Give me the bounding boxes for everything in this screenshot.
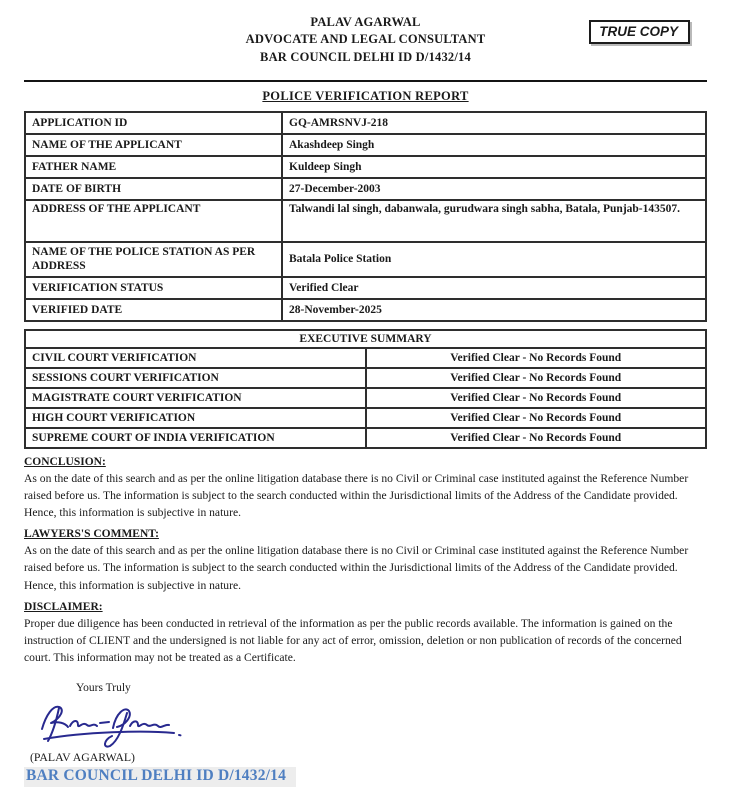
- table-row: [25, 200, 706, 242]
- field-value: Akashdeep Singh: [282, 134, 706, 156]
- footer-bar-id: BAR COUNCIL DELHI ID D/1432/14: [24, 767, 296, 787]
- executive-summary-table: [24, 329, 707, 449]
- field-value: 27-December-2003: [282, 178, 706, 200]
- field-value: Verified Clear: [282, 277, 706, 299]
- field-label: FATHER NAME: [25, 156, 282, 178]
- table-row: [25, 242, 706, 277]
- field-value: Talwandi lal singh, dabanwala, gurudwara singh sabha, Batala, Punjab-143507.: [282, 200, 706, 242]
- field-label: DATE OF BIRTH: [25, 178, 282, 200]
- table-row: [25, 348, 706, 368]
- field-label: NAME OF THE APPLICANT: [25, 134, 282, 156]
- field-value: Kuldeep Singh: [282, 156, 706, 178]
- handwritten-signature-icon: [32, 698, 200, 750]
- check-label: HIGH COURT VERIFICATION: [25, 408, 366, 428]
- table-row: [25, 428, 706, 448]
- header-divider: [24, 80, 707, 82]
- check-label: SESSIONS COURT VERIFICATION: [25, 368, 366, 388]
- page-title: POLICE VERIFICATION REPORT: [262, 88, 469, 103]
- table-row: [25, 178, 706, 200]
- table-row: [25, 112, 706, 134]
- table-row: [25, 408, 706, 428]
- signatory-name: (PALAV AGARWAL): [30, 750, 135, 765]
- advocate-bar-id: BAR COUNCIL DELHI ID D/1432/14: [260, 49, 471, 64]
- field-label: NAME OF THE POLICE STATION AS PER ADDRESS: [25, 242, 282, 277]
- conclusion-section: [24, 456, 707, 521]
- check-result: Verified Clear - No Records Found: [366, 388, 707, 408]
- lawyers-comment-section: [24, 528, 707, 593]
- table-row: [25, 368, 706, 388]
- executive-summary-title: EXECUTIVE SUMMARY: [25, 330, 706, 348]
- conclusion-heading: CONCLUSION:: [24, 455, 106, 468]
- true-copy-stamp: TRUE COPY: [589, 20, 690, 44]
- table-row: [25, 156, 706, 178]
- check-result: Verified Clear - No Records Found: [366, 408, 707, 428]
- disclaimer-body: Proper due diligence has been conducted in retrieval of the information as per the public records available. The information is gained on the instruction of CLIENT and the undersigned is not liable for any act of error, omission, deletion or non publication of records of the concerned court. This information may not be treated as a Certificate.: [24, 616, 682, 664]
- applicant-details-table: [24, 111, 707, 322]
- check-label: MAGISTRATE COURT VERIFICATION: [25, 388, 366, 408]
- field-value: 28-November-2025: [282, 299, 706, 321]
- table-row: [25, 277, 706, 299]
- field-label: VERIFICATION STATUS: [25, 277, 282, 299]
- advocate-designation: ADVOCATE AND LEGAL CONSULTANT: [245, 32, 486, 47]
- check-result: Verified Clear - No Records Found: [366, 428, 707, 448]
- salutation: Yours Truly: [76, 682, 131, 695]
- field-label: VERIFIED DATE: [25, 299, 282, 321]
- table-row: [25, 388, 706, 408]
- conclusion-body: As on the date of this search and as per the online litigation database there is no Civil or Criminal case instituted against the Reference Number raised before us. The information is subject to the search conducted within the Jurisdictional limits of the Address of the Candidate provided. Hence, this information is subjective in nature.: [24, 471, 689, 520]
- table-row: [25, 299, 706, 321]
- lawyers-comment-body: As on the date of this search and as per the online litigation database there is no Civil or Criminal case instituted against the Reference Number raised before us. The information is subject to the search conducted within the Jurisdictional limits of the Address of the Candidate provided. Hence, this information is subjective in nature.: [24, 544, 689, 592]
- lawyers-comment-heading: LAWYERS'S COMMENT:: [24, 528, 159, 541]
- table-row: [25, 134, 706, 156]
- check-label: SUPREME COURT OF INDIA VERIFICATION: [25, 428, 366, 448]
- table-header-row: [25, 330, 706, 348]
- check-result: Verified Clear - No Records Found: [366, 348, 707, 368]
- field-value: GQ-AMRSNVJ-218: [282, 112, 706, 134]
- check-result: Verified Clear - No Records Found: [366, 368, 707, 388]
- field-label: APPLICATION ID: [25, 112, 282, 134]
- advocate-name: PALAV AGARWAL: [310, 15, 421, 29]
- field-label: ADDRESS OF THE APPLICANT: [25, 200, 282, 242]
- disclaimer-section: [24, 601, 707, 666]
- check-label: CIVIL COURT VERIFICATION: [25, 348, 366, 368]
- disclaimer-heading: DISCLAIMER:: [24, 600, 103, 613]
- field-value: Batala Police Station: [282, 242, 706, 277]
- signature: [32, 698, 707, 750]
